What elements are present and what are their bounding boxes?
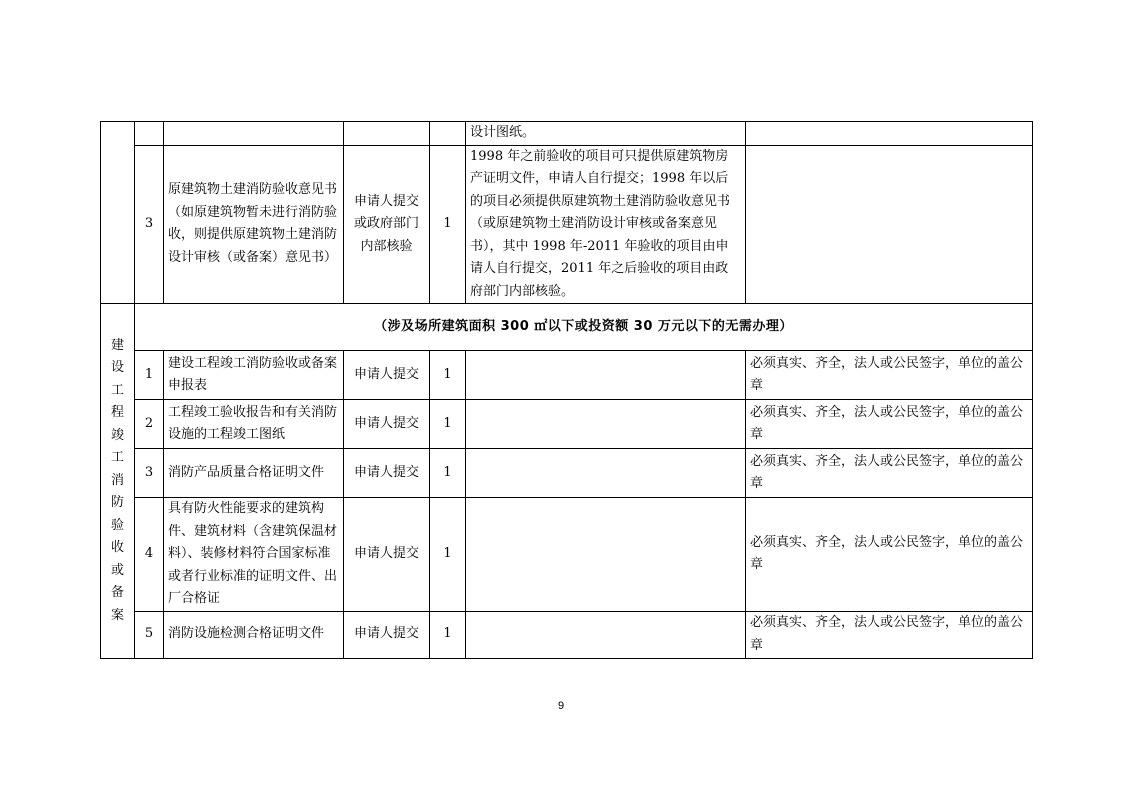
copies: 1 <box>430 498 466 612</box>
material-requirement: 必须真实、齐全，法人或公民签字，单位的盖公章 <box>746 498 1033 612</box>
material-name <box>164 122 344 146</box>
copies: 1 <box>430 611 466 658</box>
material-name: 建设工程竣工消防验收或备案申报表 <box>164 351 344 400</box>
row-number: 3 <box>135 449 164 498</box>
material-description: 1998 年之前验收的项目可只提供原建筑物房产证明文件，申请人自行提交；1998 年以后的项目必须提供原建筑物土建消防验收意见书（或原建筑物土建消防设计审核或备案意见书），其中 1998 年-2011 年验收的项目由申请人自行提交，2011 年之后验收的项目由政府部门内部核验。 <box>466 145 746 304</box>
section-heading-row <box>101 304 1033 351</box>
material-source: 申请人提交 <box>344 400 430 449</box>
table-row <box>101 611 1033 658</box>
category-cell: 建 设 工 程 竣 工 消 防 验 收 或 备 案 <box>101 304 135 659</box>
copies: 1 <box>430 145 466 304</box>
table-row <box>101 498 1033 612</box>
material-description: 设计图纸。 <box>466 122 746 146</box>
copies: 1 <box>430 400 466 449</box>
material-requirement: 必须真实、齐全，法人或公民签字，单位的盖公章 <box>746 611 1033 658</box>
material-requirement: 必须真实、齐全，法人或公民签字，单位的盖公章 <box>746 449 1033 498</box>
row-number <box>135 122 164 146</box>
material-name: 原建筑物土建消防验收意见书（如原建筑物暂未进行消防验收，则提供原建筑物土建消防设计审核（或备案）意见书） <box>164 145 344 304</box>
material-requirement: 必须真实、齐全，法人或公民签字，单位的盖公章 <box>746 351 1033 400</box>
page-number: 9 <box>557 700 565 712</box>
materials-table <box>100 121 1033 659</box>
table-row <box>101 449 1033 498</box>
copies: 1 <box>430 351 466 400</box>
material-name: 具有防火性能要求的建筑构件、建筑材料（含建筑保温材料）、装修材料符合国家标准或者行业标准的证明文件、出厂合格证 <box>164 498 344 612</box>
table-row <box>101 122 1033 146</box>
row-number: 3 <box>135 145 164 304</box>
material-description <box>466 611 746 658</box>
copies <box>430 122 466 146</box>
material-name: 消防产品质量合格证明文件 <box>164 449 344 498</box>
material-source <box>344 122 430 146</box>
row-number: 2 <box>135 400 164 449</box>
material-requirement <box>746 145 1033 304</box>
material-name: 消防设施检测合格证明文件 <box>164 611 344 658</box>
material-requirement <box>746 122 1033 146</box>
material-source: 申请人提交 <box>344 498 430 612</box>
row-number: 4 <box>135 498 164 612</box>
material-description <box>466 351 746 400</box>
material-source: 申请人提交 <box>344 449 430 498</box>
row-number: 1 <box>135 351 164 400</box>
table-row <box>101 145 1033 304</box>
material-source: 申请人提交 <box>344 611 430 658</box>
table-row <box>101 400 1033 449</box>
material-requirement: 必须真实、齐全，法人或公民签字，单位的盖公章 <box>746 400 1033 449</box>
category-cell-previous <box>101 122 135 304</box>
material-source: 申请人提交 <box>344 351 430 400</box>
material-description <box>466 498 746 612</box>
material-name: 工程竣工验收报告和有关消防设施的工程竣工图纸 <box>164 400 344 449</box>
material-description <box>466 400 746 449</box>
row-number: 5 <box>135 611 164 658</box>
material-description <box>466 449 746 498</box>
table-row <box>101 351 1033 400</box>
section-heading: （涉及场所建筑面积 300 ㎡以下或投资额 30 万元以下的无需办理） <box>135 304 1033 351</box>
material-source: 申请人提交或政府部门内部核验 <box>344 145 430 304</box>
copies: 1 <box>430 449 466 498</box>
